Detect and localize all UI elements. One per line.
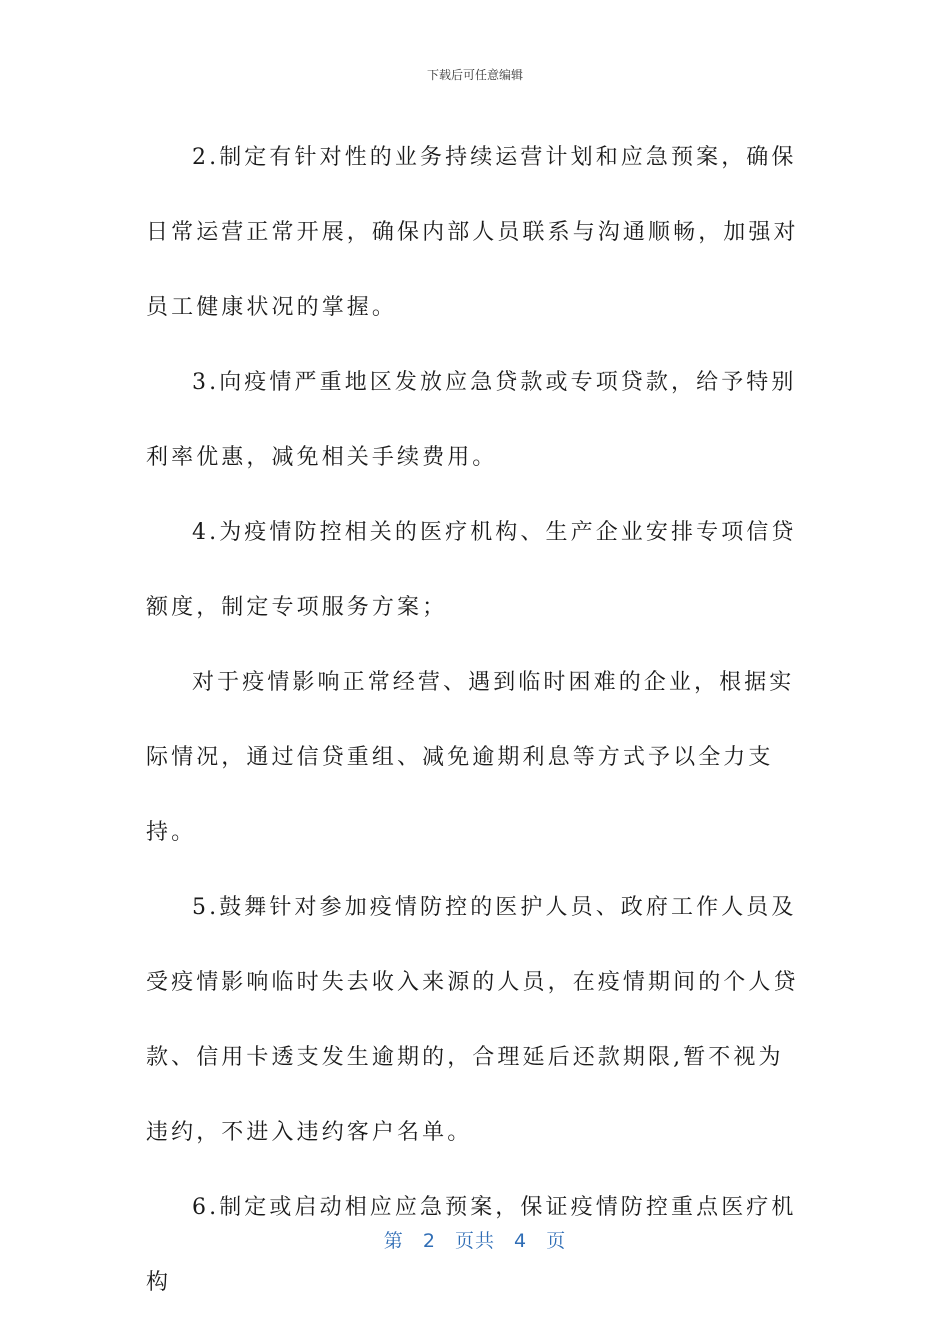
document-body [146,120,806,1320]
paragraph-item-3: 3.向疫情严重地区发放应急贷款或专项贷款，给予特别利率优惠，减免相关手续费用。 [146,370,797,470]
footer-prefix: 第 [383,1230,404,1252]
page-header: 下载后可任意编辑 [426,68,523,82]
paragraph-item-2: 2.制定有针对性的业务持续运营计划和应急预案，确保日常运营正常开展，确保内部人员联系与沟通顺畅，加强对员工健康状况的掌握。 [146,145,799,320]
paragraph-support-enterprises: 对于疫情影响正常经营、遇到临时困难的企业，根据实际情况，通过信贷重组、减免逾期利息等方式予以全力支持。 [146,670,795,845]
paragraph-item-5: 5.鼓舞针对参加疫情防控的医护人员、政府工作人员及受疫情影响临时失去收入来源的人员，在疫情期间的个人贷款、信用卡透支发生逾期的，合理延后还款期限,暂不视为违约，不进入违约客户名单。 [146,895,799,1145]
footer-middle: 页共 [454,1230,495,1252]
footer-suffix: 页 [546,1230,567,1252]
paragraph-item-4: 4.为疫情防控相关的医疗机构、生产企业安排专项信贷额度，制定专项服务方案； [146,520,797,620]
paragraph-item-6: 6.制定或启动相应应急预案，保证疫情防控重点医疗机构 [146,1195,797,1295]
footer-current-page: 2 [422,1230,436,1252]
footer-total-pages: 4 [514,1230,528,1252]
page-footer [0,1226,950,1253]
